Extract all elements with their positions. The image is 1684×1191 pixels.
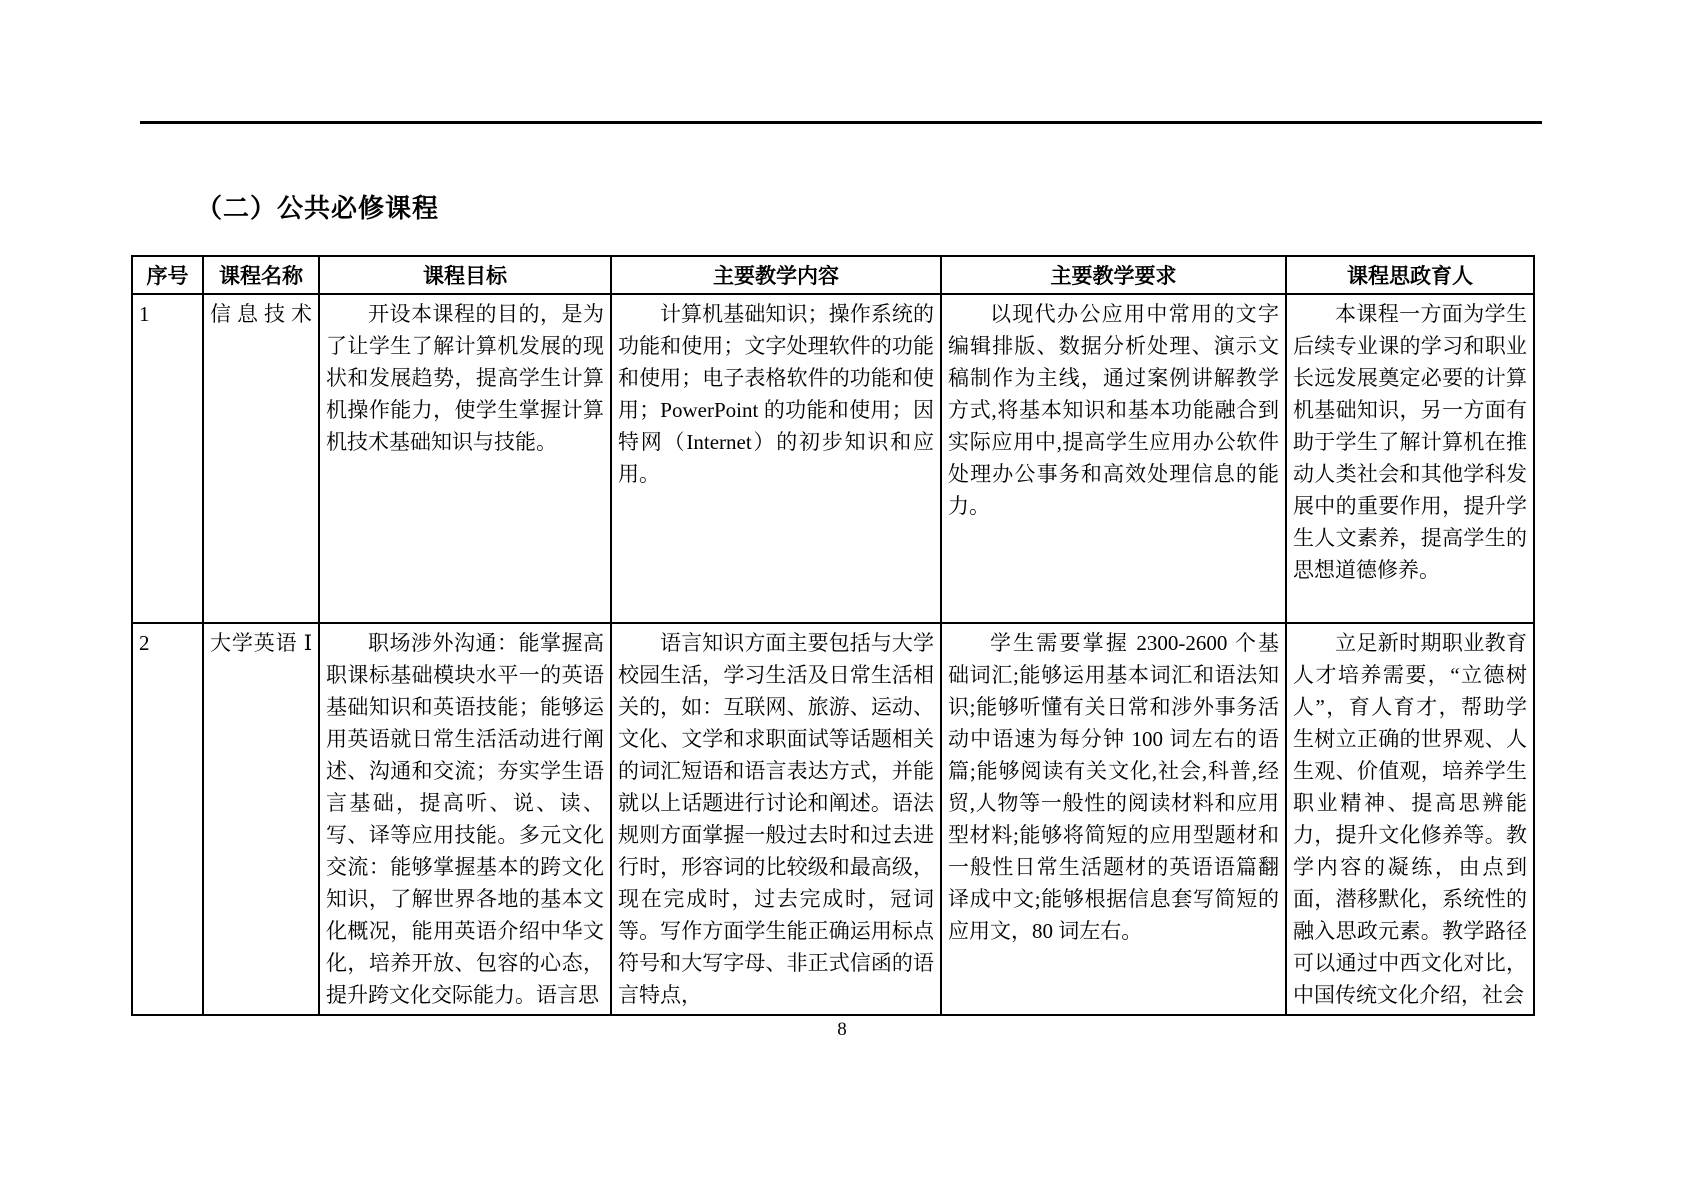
row1-course-name: 信息技术: [203, 294, 319, 623]
row2-seq: 2: [132, 623, 203, 1015]
row1-course-goal: 开设本课程的目的，是为了让学生了解计算机发展的现状和发展趋势，提高学生计算机操作能力，使学生掌握计算机技术基础知识与技能。: [319, 294, 611, 623]
row2-course-goal: 职场涉外沟通：能掌握高职课标基础模块水平一的英语基础知识和英语技能；能够运用英语就日常生活活动进行阐述、沟通和交流；夯实学生语言基础，提高听、说、读、写、译等应用技能。多元文化交流：能够掌握基本的跨文化知识，了解世界各地的基本文化概况，能用英语介绍中华文化，培养开放、包容的心态，提升跨文化交际能力。语言思: [319, 623, 611, 1015]
page-number: 8: [837, 1019, 847, 1040]
row2-ideology-education: 立足新时期职业教育人才培养需要，“立德树人”，育人育才，帮助学生树立正确的世界观、人生观、价值观，培养学生职业精神、提高思辨能力，提升文化修养等。教学内容的凝练，由点到面，潜移默化，系统性的融入思政元素。教学路径可以通过中西文化对比，中国传统文化介绍，社会: [1286, 623, 1534, 1015]
header-teaching-content: 主要教学内容: [611, 256, 941, 294]
table-row: [132, 294, 1534, 623]
header-rule: [140, 121, 1542, 124]
table-row: [132, 623, 1534, 1015]
row1-ideology-education: 本课程一方面为学生后续专业课的学习和职业长远发展奠定必要的计算机基础知识，另一方面有助于学生了解计算机在推动人类社会和其他学科发展中的重要作用，提升学生人文素养，提高学生的思想道德修养。: [1286, 294, 1534, 623]
section-title: （二）公共必修课程: [196, 193, 440, 223]
row2-course-name: 大学英语 Ⅰ: [203, 623, 319, 1015]
row1-seq: 1: [132, 294, 203, 623]
row2-teaching-content: 语言知识方面主要包括与大学校园生活，学习生活及日常生活相关的，如：互联网、旅游、运动、文化、文学和求职面试等话题相关的词汇短语和语言表达方式，并能就以上话题进行讨论和阐述。语法规则方面掌握一般过去时和过去进行时，形容词的比较级和最高级，现在完成时，过去完成时，冠词等。写作方面学生能正确运用标点符号和大写字母、非正式信函的语言特点，: [611, 623, 941, 1015]
table-header-row: [132, 256, 1534, 294]
row1-teaching-content: 计算机基础知识；操作系统的功能和使用；文字处理软件的功能和使用；电子表格软件的功能和使用；PowerPoint 的功能和使用；因特网（Internet）的初步知识和应用。: [611, 294, 941, 623]
courses-table: [131, 255, 1535, 1016]
header-course-goal: 课程目标: [319, 256, 611, 294]
row1-teaching-requirement: 以现代办公应用中常用的文字编辑排版、数据分析处理、演示文稿制作为主线，通过案例讲解教学方式,将基本知识和基本功能融合到实际应用中,提高学生应用办公软件处理办公事务和高效处理信息的能力。: [941, 294, 1286, 623]
header-seq: 序号: [132, 256, 203, 294]
row2-teaching-requirement: 学生需要掌握 2300-2600 个基础词汇;能够运用基本词汇和语法知识;能够听懂有关日常和涉外事务活动中语速为每分钟 100 词左右的语篇;能够阅读有关文化,社会,科普,经贸,人物等一般性的阅读材料和应用型材料;能够将简短的应用型题材和一般性日常生活题材的英语语篇翻译成中文;能够根据信息套写简短的应用文，80 词左右。: [941, 623, 1286, 1015]
header-ideology-education: 课程思政育人: [1286, 256, 1534, 294]
header-course-name: 课程名称: [203, 256, 319, 294]
header-teaching-requirement: 主要教学要求: [941, 256, 1286, 294]
